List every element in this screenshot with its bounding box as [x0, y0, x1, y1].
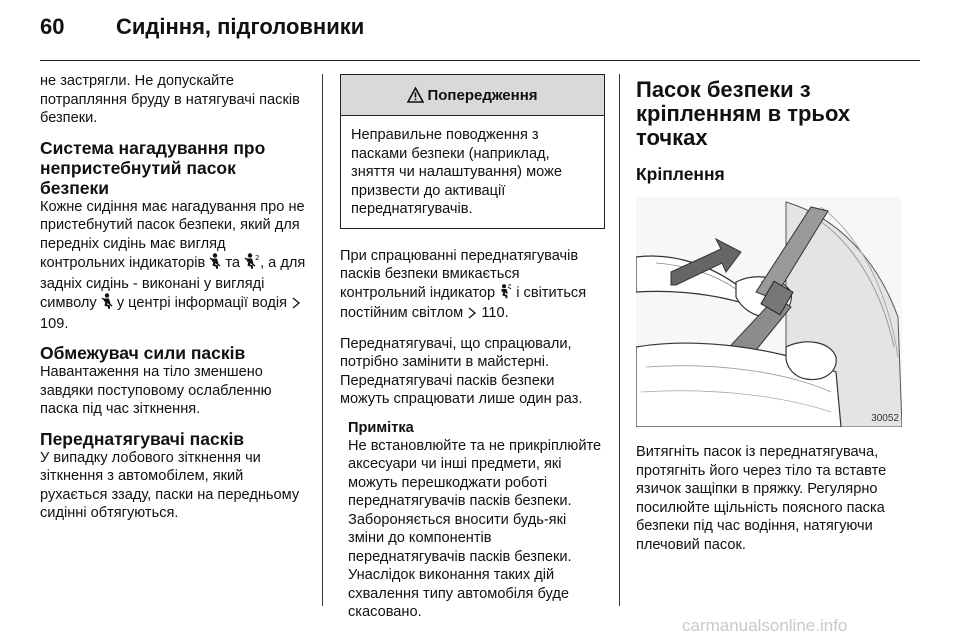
page-reference-icon — [467, 306, 477, 325]
column-right — [636, 72, 920, 564]
seatbelt-drawing — [636, 197, 902, 427]
warning-box — [340, 74, 605, 229]
pretensioners-heading: Переднатягувачі пасків — [40, 428, 245, 449]
activation-page-ref[interactable]: 110. — [481, 305, 509, 321]
seatbelt-illustration — [636, 197, 902, 427]
seatbelt-reminder-heading: Система нагадування про непристебнутий пасок безпеки — [40, 137, 266, 198]
seatbelt-pretensioner-icon — [499, 284, 512, 305]
page-number: 60 — [40, 14, 65, 39]
three-point-belt-title: Пасок безпеки з кріпленням в трьох точках — [636, 77, 851, 150]
reminder-text-part: , а для задніх сидінь - виконані у вигляді символу — [40, 255, 306, 311]
activation-paragraph — [340, 247, 605, 325]
replace-paragraph: Переднатягувачі, що спрацювали, потрібно замінити в майстерні. Переднатягувачі пасків безпеки можуть спрацювати лише один раз. — [340, 335, 583, 407]
reminder-text-part: Кожне сидіння має нагадування про не пристебнутий пасок безпеки, який для передніх сидінь має вигляд контрольних індикаторів — [40, 198, 305, 271]
column-divider-1 — [322, 74, 323, 606]
seatbelt-reminder-text — [40, 198, 308, 334]
page-title: Сидіння, підголовники — [116, 14, 365, 39]
svg-text:2: 2 — [255, 254, 260, 262]
column-left — [40, 72, 308, 533]
section-force-limiter — [40, 343, 308, 419]
warning-text: Неправильне поводження з пасками безпеки (наприклад, зняття чи налаштування) може призвести до активації переднатягувачів. — [351, 127, 562, 217]
intro-paragraph: не застрягли. Не допускайте потрапляння бруду в натягувачі пасків безпеки. — [40, 73, 300, 126]
header-divider — [40, 60, 920, 61]
page-reference-icon — [291, 296, 301, 315]
page-header — [40, 14, 920, 54]
reminder-text-part: у центрі інформації водія — [116, 295, 288, 311]
seatbelt-icon — [209, 253, 221, 275]
column-divider-2 — [619, 74, 620, 606]
note-block — [348, 419, 605, 622]
section-pretensioners — [40, 429, 308, 523]
fastening-subtitle: Кріплення — [636, 164, 725, 184]
warning-title: Попередження — [427, 86, 538, 104]
watermark: carmanualsonline.info — [682, 616, 848, 635]
force-limiter-heading: Обмежувач сили пасків — [40, 343, 246, 363]
seatbelt-rear-icon — [244, 253, 260, 275]
warning-header — [341, 75, 604, 116]
pretensioners-text: У випадку лобового зіткнення чи зіткнення з автомобілем, який рухається ззаду, паски на передньому сидінні обтягуються. — [40, 449, 300, 521]
section-seatbelt-reminder — [40, 138, 308, 334]
warning-triangle-icon — [407, 87, 424, 103]
activation-text-part: і світиться постійним світлом — [340, 284, 587, 321]
fastening-text: Витягніть пасок із переднатягувача, протягніть його через тіло та вставте язичок защіпки в пряжку. Регулярно посилюйте щільність поясного паска безпеки під час водіння, натягуючи плечовий пасок. — [636, 444, 887, 553]
force-limiter-text: Навантаження на тіло зменшено завдяки поступовому ослабленню паска під час зіткнення. — [40, 364, 272, 417]
figure-number: 30052 — [871, 413, 899, 424]
activation-text-part: При спрацюванні переднатягувачів пасків безпеки вмикається контрольний індикатор — [340, 247, 579, 301]
seatbelt-icon — [101, 293, 113, 315]
note-heading: Примітка — [348, 419, 414, 436]
column-middle — [340, 72, 605, 622]
reminder-page-ref[interactable]: 109. — [40, 315, 69, 332]
reminder-and: та — [225, 255, 240, 271]
note-text: Не встановлюйте та не прикріплюйте аксесуари чи інші предмети, які можуть перешкоджати роботі переднатягувачів пасків безпеки. Забороняється вносити будь-які зміни до компонентів переднатягувачів пасків безпеки. Унаслідок виконання таких дій схвалення типу автомобіля буде скасовано. — [348, 437, 602, 620]
